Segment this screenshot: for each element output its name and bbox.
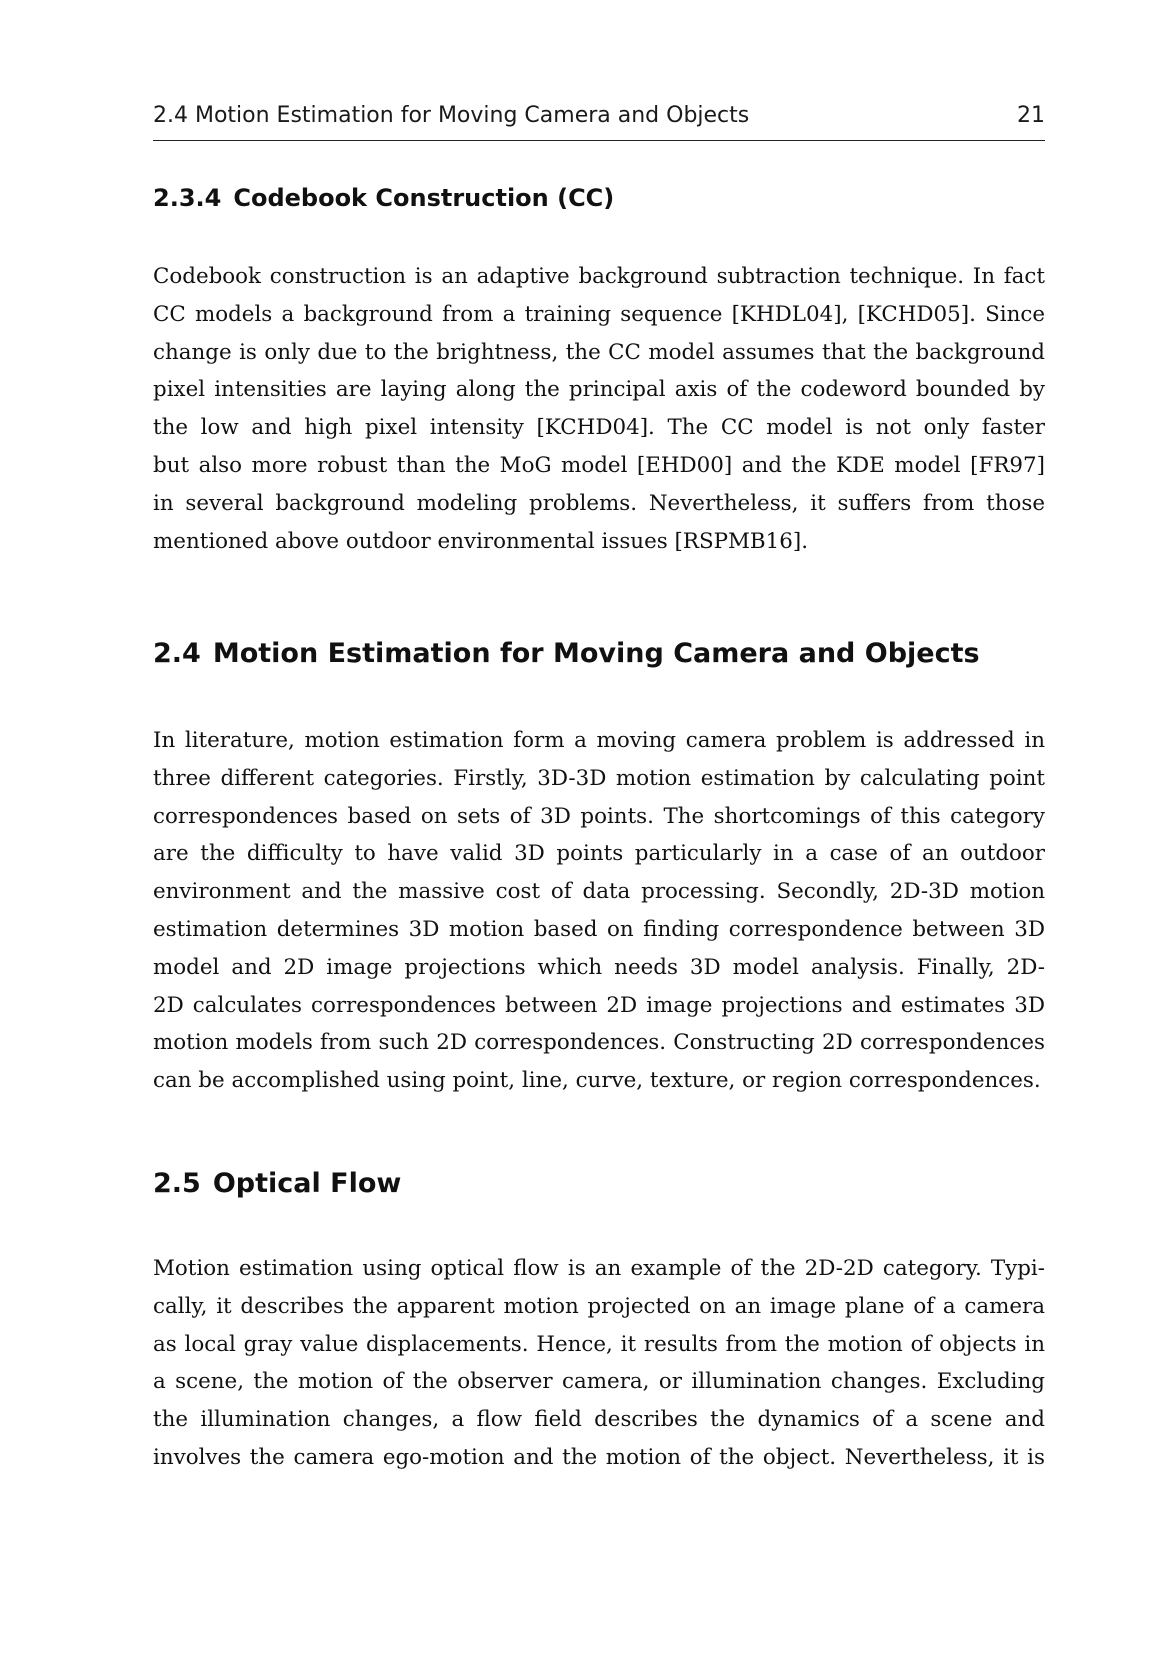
text-line: three different categories. Firstly, 3D-3D motion estimation by calculating point (153, 765, 1045, 791)
text-line: CC models a background from a training sequence [KHDL04], [KCHD05]. Since (153, 301, 1045, 327)
text-line: environment and the massive cost of data processing. Secondly, 2D-3D motion (153, 879, 1045, 905)
text-line: in several background modeling problems. Nevertheless, it suffers from those (153, 490, 1045, 516)
text-line: but also more robust than the MoG model [EHD00] and the KDE model [FR97] (153, 452, 1045, 478)
section-number: 2.4 (153, 638, 201, 669)
section-number: 2.5 (153, 1168, 201, 1199)
text-line: a scene, the motion of the observer camera, or illumination changes. Excluding (153, 1369, 1045, 1395)
text-line: estimation determines 3D motion based on finding correspondence between 3D (153, 916, 1045, 942)
text-line: change is only due to the brightness, the CC model assumes that the background (153, 339, 1045, 365)
text-line: Codebook construction is an adaptive background subtraction technique. In fact (153, 264, 1045, 289)
section-title: Motion Estimation for Moving Camera and Objects (212, 638, 980, 669)
subsection-heading-codebook-construction (153, 184, 614, 212)
text-line: 2D calculates correspondences between 2D image projections and estimates 3D (153, 992, 1045, 1018)
text-line: cally, it describes the apparent motion projected on an image plane of a camera (153, 1293, 1045, 1319)
text-line: mentioned above outdoor environmental issues [RSPMB16]. (153, 528, 808, 554)
text-line: motion models from such 2D correspondences. Constructing 2D correspondences (153, 1030, 1045, 1056)
section-heading-optical-flow (153, 1168, 401, 1199)
text-line: model and 2D image projections which needs 3D model analysis. Finally, 2D- (153, 954, 1045, 980)
page-number: 21 (1017, 103, 1045, 128)
running-header-title: 2.4 Motion Estimation for Moving Camera and Objects (153, 103, 750, 128)
text-line: are the difficulty to have valid 3D points particularly in a case of an outdoor (153, 841, 1045, 867)
section-heading-motion-estimation (153, 638, 980, 669)
text-line: Motion estimation using optical flow is an example of the 2D-2D category. Typi- (153, 1256, 1045, 1281)
running-header (153, 100, 1045, 141)
text-line: as local gray value displacements. Hence, it results from the motion of objects in (153, 1331, 1045, 1357)
subsection-title: Codebook Construction (CC) (233, 184, 615, 212)
text-line: can be accomplished using point, line, curve, texture, or region correspondences. (153, 1068, 1041, 1094)
text-line: involves the camera ego-motion and the motion of the object. Nevertheless, it is (153, 1444, 1045, 1470)
section-title: Optical Flow (212, 1168, 402, 1199)
paragraph-optical-flow (153, 1250, 1045, 1477)
text-line: the illumination changes, a flow field describes the dynamics of a scene and (153, 1407, 1045, 1433)
text-line: correspondences based on sets of 3D points. The shortcomings of this category (153, 803, 1045, 829)
paragraph-motion-estimation (153, 722, 1045, 1100)
text-line: the low and high pixel intensity [KCHD04]. The CC model is not only faster (153, 415, 1045, 441)
subsection-number: 2.3.4 (153, 184, 222, 212)
paragraph-codebook-construction (153, 258, 1045, 560)
text-line: pixel intensities are laying along the principal axis of the codeword bounded by (153, 377, 1045, 403)
text-line: In literature, motion estimation form a moving camera problem is addressed in (153, 728, 1045, 753)
